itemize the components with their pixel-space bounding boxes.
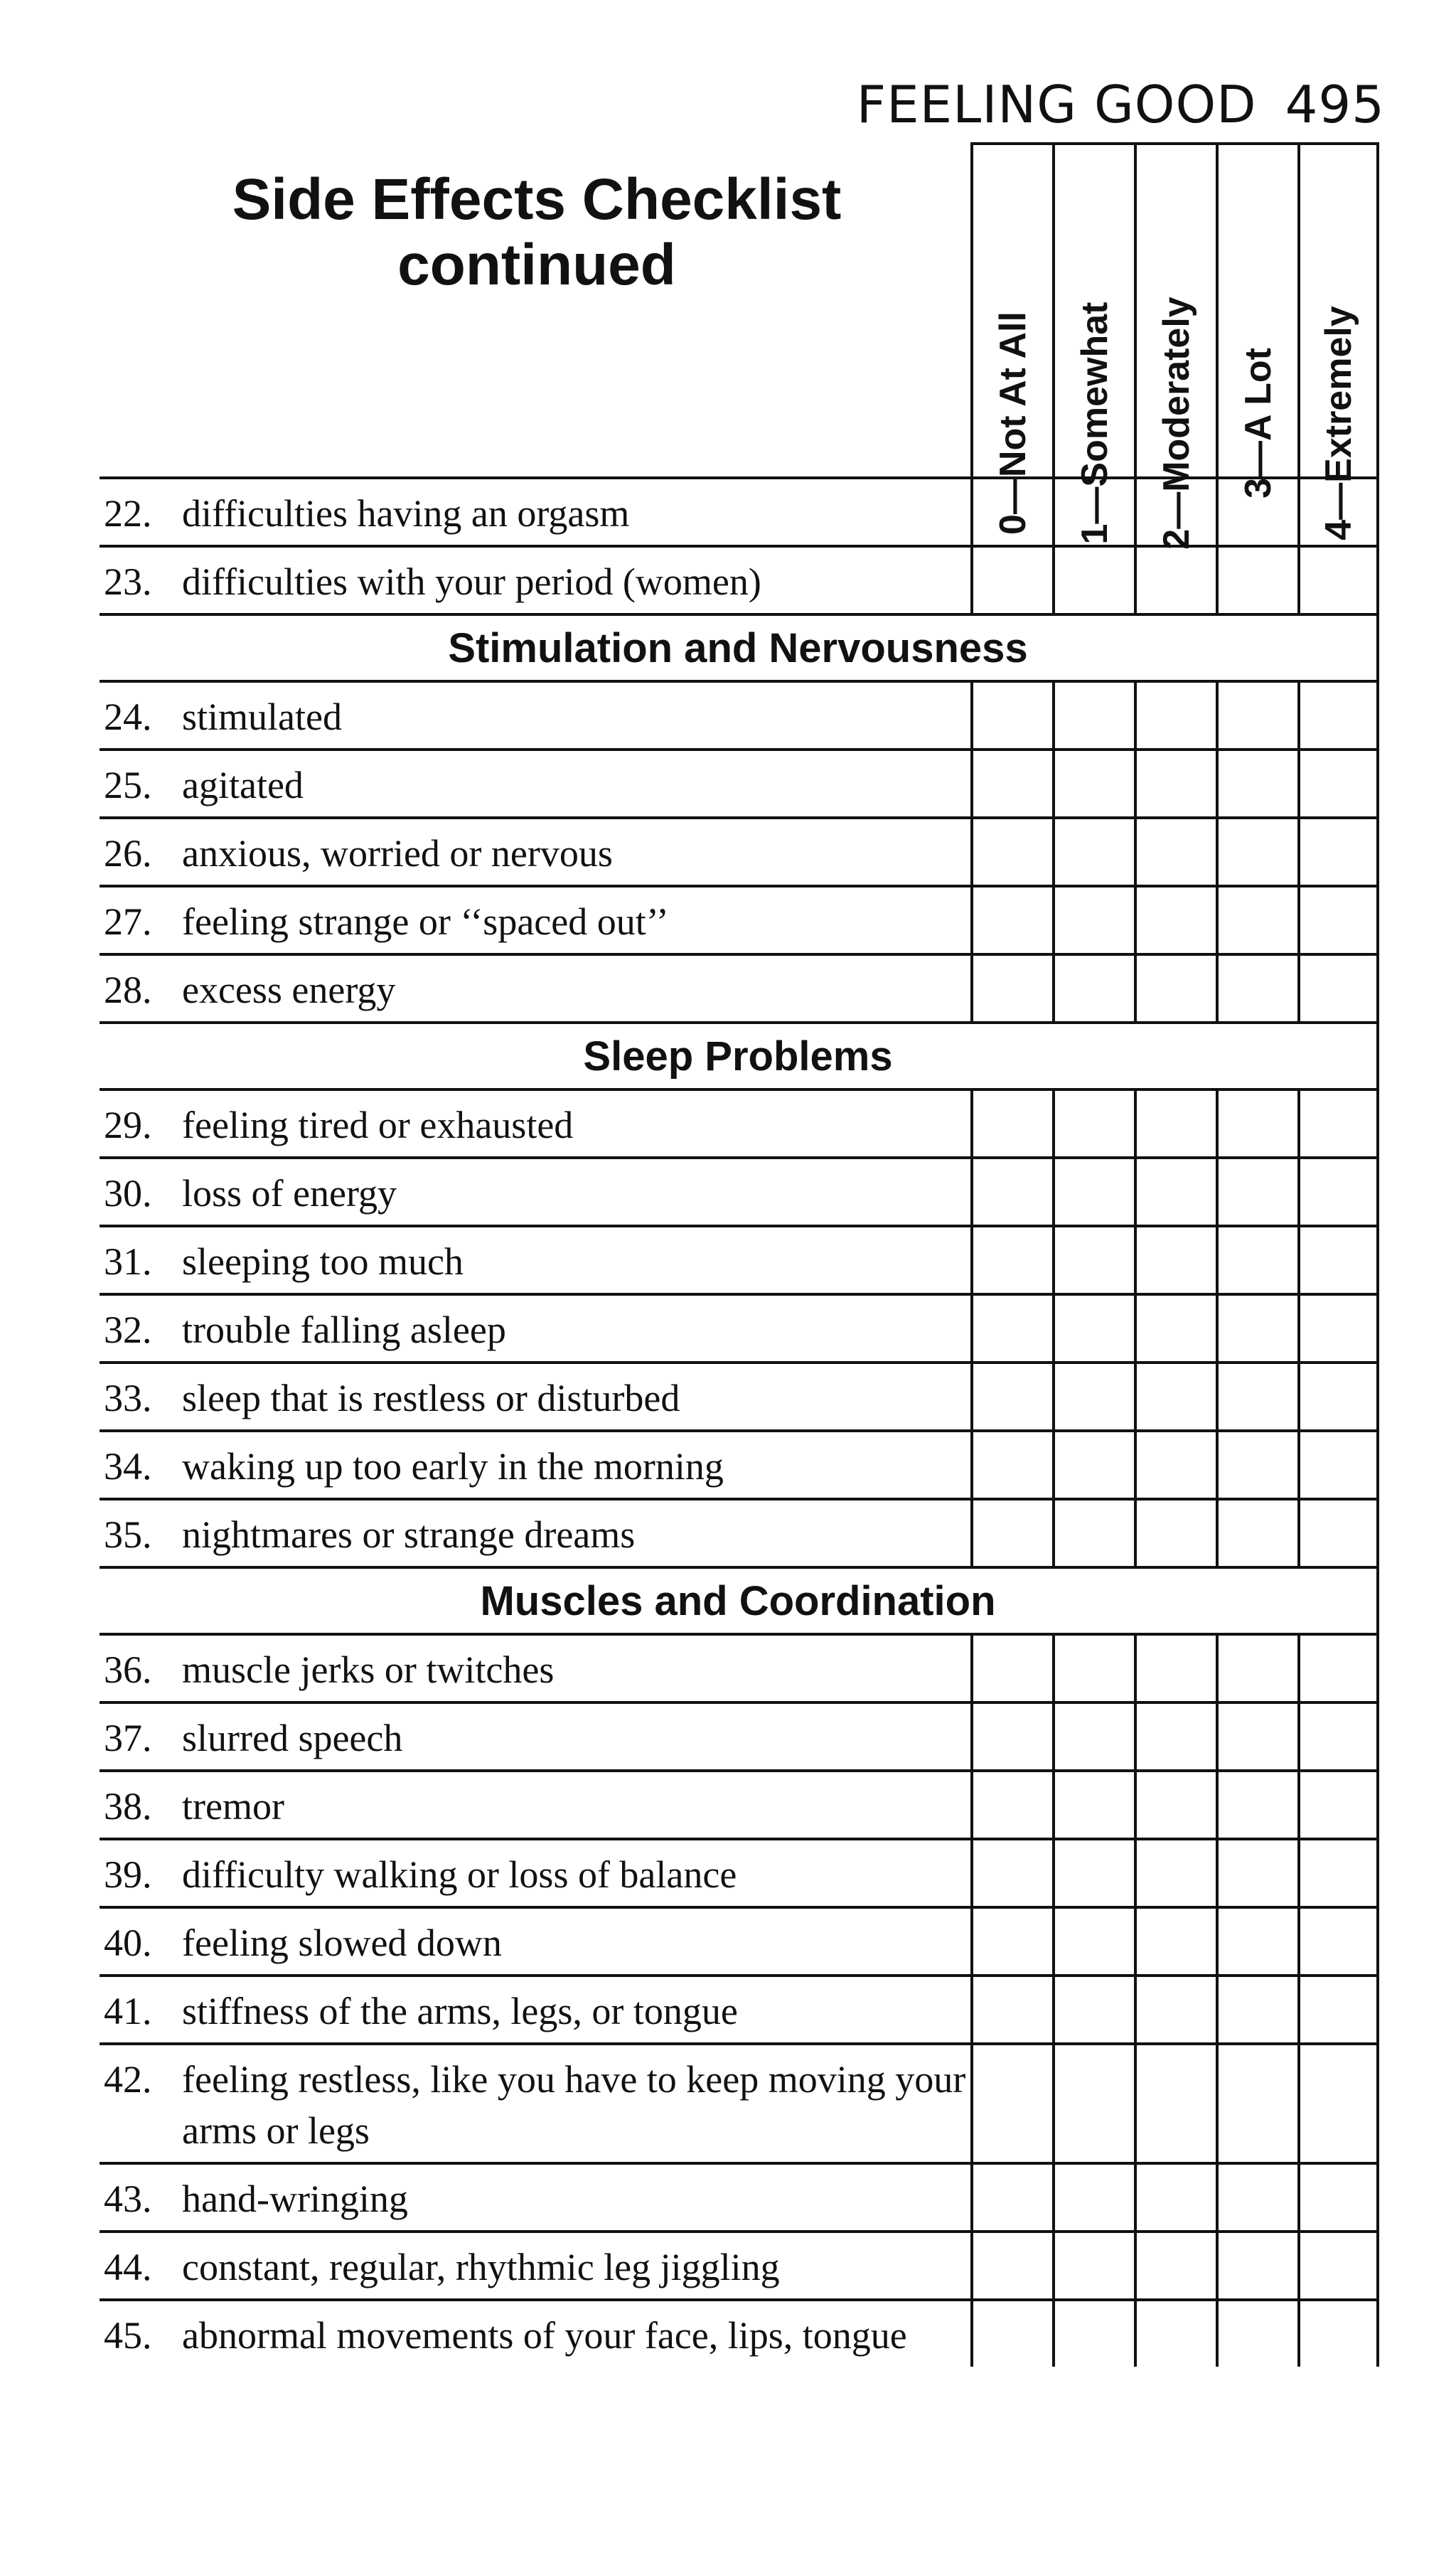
rating-checkbox-cell[interactable] bbox=[970, 1840, 1052, 1906]
rating-checkbox-cell[interactable] bbox=[1134, 1227, 1216, 1293]
rating-checkbox-cell[interactable] bbox=[1134, 1091, 1216, 1156]
item-label bbox=[100, 1501, 970, 1566]
item-label bbox=[100, 1159, 970, 1225]
rating-checkbox-cell[interactable] bbox=[1052, 2301, 1134, 2367]
checklist-row bbox=[100, 1159, 1379, 1227]
item-text: slurred speech bbox=[182, 1717, 403, 1759]
rating-checkbox-cell[interactable] bbox=[1134, 1636, 1216, 1701]
rating-column-header bbox=[970, 145, 1052, 535]
checklist-row bbox=[100, 1977, 1379, 2045]
rating-checkbox-cell[interactable] bbox=[970, 1772, 1052, 1838]
rating-column-label: 2—Moderately bbox=[1155, 297, 1197, 550]
rating-checkbox-cell[interactable] bbox=[1052, 1296, 1134, 1361]
rating-checkbox-cell[interactable] bbox=[970, 479, 1052, 545]
rating-checkbox-cell[interactable] bbox=[970, 956, 1052, 1021]
rating-cells bbox=[970, 2301, 1379, 2367]
rating-checkbox-cell[interactable] bbox=[1297, 1704, 1379, 1769]
rating-checkbox-cell[interactable] bbox=[970, 1636, 1052, 1701]
checklist-row bbox=[100, 479, 1379, 548]
running-head bbox=[857, 75, 1385, 134]
item-text: agitated bbox=[182, 764, 304, 806]
rating-checkbox-cell[interactable] bbox=[970, 1227, 1052, 1293]
rating-checkbox-cell[interactable] bbox=[1134, 1501, 1216, 1566]
checklist-row bbox=[100, 1091, 1379, 1159]
rating-checkbox-cell[interactable] bbox=[1216, 2045, 1297, 2162]
item-text: sleeping too much bbox=[182, 1240, 464, 1283]
item-text: sleep that is restless or disturbed bbox=[182, 1377, 680, 1419]
rating-checkbox-cell[interactable] bbox=[1297, 1501, 1379, 1566]
rating-cells bbox=[970, 1909, 1379, 1974]
item-number: 29. bbox=[104, 1104, 152, 1146]
checklist-row bbox=[100, 888, 1379, 956]
rating-cells bbox=[970, 2165, 1379, 2230]
rating-scale-header bbox=[970, 142, 1379, 550]
item-text: feeling strange or ‘‘spaced out’’ bbox=[182, 900, 669, 943]
item-number: 35. bbox=[104, 1513, 152, 1556]
rating-checkbox-cell[interactable] bbox=[1297, 1909, 1379, 1974]
rating-cells bbox=[970, 1364, 1379, 1429]
rating-checkbox-cell[interactable] bbox=[1134, 888, 1216, 953]
rating-checkbox-cell[interactable] bbox=[970, 751, 1052, 816]
item-number: 27. bbox=[104, 900, 152, 943]
rating-cells bbox=[970, 1977, 1379, 2042]
rating-checkbox-cell[interactable] bbox=[1297, 2165, 1379, 2230]
rating-checkbox-cell[interactable] bbox=[1216, 819, 1297, 885]
item-text: difficulty walking or loss of balance bbox=[182, 1853, 737, 1896]
item-text: loss of energy bbox=[182, 1172, 397, 1215]
rating-checkbox-cell[interactable] bbox=[1134, 1977, 1216, 2042]
rating-checkbox-cell[interactable] bbox=[1216, 1227, 1297, 1293]
checklist-row bbox=[100, 1840, 1379, 1909]
rating-checkbox-cell[interactable] bbox=[970, 1501, 1052, 1566]
rating-checkbox-cell[interactable] bbox=[1216, 1159, 1297, 1225]
rating-checkbox-cell[interactable] bbox=[1297, 1364, 1379, 1429]
item-text: tremor bbox=[182, 1785, 284, 1828]
rating-cells bbox=[970, 819, 1379, 885]
rating-cells bbox=[970, 548, 1379, 613]
rating-cells bbox=[970, 1636, 1379, 1701]
rating-cells bbox=[970, 1772, 1379, 1838]
rating-checkbox-cell[interactable] bbox=[1052, 888, 1134, 953]
rating-column-header bbox=[1216, 145, 1297, 499]
item-number: 32. bbox=[104, 1309, 152, 1351]
rating-checkbox-cell[interactable] bbox=[1052, 2045, 1134, 2162]
rating-checkbox-cell[interactable] bbox=[1216, 1636, 1297, 1701]
rating-checkbox-cell[interactable] bbox=[1052, 683, 1134, 748]
rating-checkbox-cell[interactable] bbox=[1297, 479, 1379, 545]
section-heading: Stimulation and Nervousness bbox=[100, 616, 1379, 683]
checklist-row bbox=[100, 1364, 1379, 1432]
checklist-row bbox=[100, 1909, 1379, 1977]
item-label bbox=[100, 1909, 970, 1974]
checklist-row bbox=[100, 2045, 1379, 2165]
rating-column-label: 4—Extremely bbox=[1317, 306, 1359, 540]
rating-checkbox-cell[interactable] bbox=[1216, 1091, 1297, 1156]
item-label bbox=[100, 956, 970, 1021]
rating-checkbox-cell[interactable] bbox=[970, 548, 1052, 613]
item-number: 23. bbox=[104, 560, 152, 603]
item-text: hand-wringing bbox=[182, 2178, 408, 2220]
rating-checkbox-cell[interactable] bbox=[970, 2045, 1052, 2162]
rating-checkbox-cell[interactable] bbox=[1297, 1159, 1379, 1225]
rating-checkbox-cell[interactable] bbox=[970, 1364, 1052, 1429]
rating-cells bbox=[970, 956, 1379, 1021]
checklist-row bbox=[100, 548, 1379, 616]
rating-checkbox-cell[interactable] bbox=[970, 1432, 1052, 1498]
rating-checkbox-cell[interactable] bbox=[970, 888, 1052, 953]
checklist-row bbox=[100, 2165, 1379, 2233]
rating-cells bbox=[970, 479, 1379, 545]
rating-checkbox-cell[interactable] bbox=[1216, 888, 1297, 953]
item-text: difficulties having an orgasm bbox=[182, 492, 630, 535]
checklist-row bbox=[100, 1501, 1379, 1569]
rating-column-header bbox=[1134, 145, 1216, 550]
item-label bbox=[100, 1840, 970, 1906]
checklist-row bbox=[100, 1227, 1379, 1296]
rating-checkbox-cell[interactable] bbox=[1216, 2301, 1297, 2367]
rating-checkbox-cell[interactable] bbox=[1134, 1159, 1216, 1225]
rating-checkbox-cell[interactable] bbox=[1052, 1840, 1134, 1906]
rating-checkbox-cell[interactable] bbox=[1052, 1704, 1134, 1769]
item-label bbox=[100, 1296, 970, 1361]
rating-checkbox-cell[interactable] bbox=[970, 1909, 1052, 1974]
page-title-line-1: Side Effects Checklist bbox=[232, 167, 842, 232]
rating-checkbox-cell[interactable] bbox=[1134, 751, 1216, 816]
rating-checkbox-cell[interactable] bbox=[1297, 751, 1379, 816]
checklist-row bbox=[100, 683, 1379, 751]
checklist-row bbox=[100, 1772, 1379, 1840]
checklist-row bbox=[100, 2233, 1379, 2301]
rating-checkbox-cell[interactable] bbox=[1134, 1772, 1216, 1838]
item-number: 26. bbox=[104, 832, 152, 875]
rating-checkbox-cell[interactable] bbox=[1134, 2301, 1216, 2367]
rating-checkbox-cell[interactable] bbox=[1134, 683, 1216, 748]
rating-cells bbox=[970, 1159, 1379, 1225]
rating-checkbox-cell[interactable] bbox=[1297, 2045, 1379, 2162]
rating-checkbox-cell[interactable] bbox=[1297, 956, 1379, 1021]
rating-cells bbox=[970, 1704, 1379, 1769]
item-text: nightmares or strange dreams bbox=[182, 1513, 636, 1556]
rating-checkbox-cell[interactable] bbox=[1297, 548, 1379, 613]
rating-checkbox-cell[interactable] bbox=[1052, 1501, 1134, 1566]
item-number: 38. bbox=[104, 1785, 152, 1828]
rating-checkbox-cell[interactable] bbox=[970, 2301, 1052, 2367]
rating-checkbox-cell[interactable] bbox=[1134, 1909, 1216, 1974]
rating-checkbox-cell[interactable] bbox=[1134, 2165, 1216, 2230]
rating-checkbox-cell[interactable] bbox=[970, 1977, 1052, 2042]
rating-checkbox-cell[interactable] bbox=[1297, 1636, 1379, 1701]
item-label bbox=[100, 683, 970, 748]
item-number: 36. bbox=[104, 1648, 152, 1691]
rating-checkbox-cell[interactable] bbox=[1134, 1364, 1216, 1429]
rating-checkbox-cell[interactable] bbox=[1216, 1501, 1297, 1566]
page-title-line-2: continued bbox=[397, 233, 676, 297]
rating-checkbox-cell[interactable] bbox=[1297, 819, 1379, 885]
rating-checkbox-cell[interactable] bbox=[1052, 956, 1134, 1021]
item-text: feeling tired or exhausted bbox=[182, 1104, 574, 1146]
item-number: 33. bbox=[104, 1377, 152, 1419]
rating-checkbox-cell[interactable] bbox=[1052, 1977, 1134, 2042]
rating-checkbox-cell[interactable] bbox=[1216, 683, 1297, 748]
rating-checkbox-cell[interactable] bbox=[1216, 1909, 1297, 1974]
item-number: 43. bbox=[104, 2178, 152, 2220]
rating-checkbox-cell[interactable] bbox=[1297, 683, 1379, 748]
rating-checkbox-cell[interactable] bbox=[1052, 751, 1134, 816]
item-label bbox=[100, 548, 970, 613]
rating-checkbox-cell[interactable] bbox=[1297, 1772, 1379, 1838]
rating-checkbox-cell[interactable] bbox=[1134, 819, 1216, 885]
rating-checkbox-cell[interactable] bbox=[1134, 1432, 1216, 1498]
running-head-title: FEELING GOOD bbox=[856, 75, 1257, 134]
item-label bbox=[100, 888, 970, 953]
rating-column-header bbox=[1297, 145, 1379, 540]
rating-checkbox-cell[interactable] bbox=[1134, 2045, 1216, 2162]
rating-column-label: 3—A Lot bbox=[1237, 348, 1279, 499]
item-number: 34. bbox=[104, 1445, 152, 1488]
item-label bbox=[100, 1364, 970, 1429]
checklist-row bbox=[100, 751, 1379, 819]
rating-cells bbox=[970, 888, 1379, 953]
rating-checkbox-cell[interactable] bbox=[1216, 751, 1297, 816]
rating-checkbox-cell[interactable] bbox=[1052, 1159, 1134, 1225]
item-text: difficulties with your period (women) bbox=[182, 560, 761, 603]
item-number: 22. bbox=[104, 492, 152, 535]
rating-checkbox-cell[interactable] bbox=[1216, 1772, 1297, 1838]
rating-checkbox-cell[interactable] bbox=[1297, 1432, 1379, 1498]
rating-column-label: 1—Somewhat bbox=[1074, 302, 1115, 545]
rating-checkbox-cell[interactable] bbox=[970, 819, 1052, 885]
rating-checkbox-cell[interactable] bbox=[1052, 1636, 1134, 1701]
item-number: 30. bbox=[104, 1172, 152, 1215]
rating-checkbox-cell[interactable] bbox=[1297, 1977, 1379, 2042]
item-text: feeling restless, like you have to keep moving your arms or legs bbox=[182, 2058, 966, 2152]
rating-checkbox-cell[interactable] bbox=[970, 1159, 1052, 1225]
rating-checkbox-cell[interactable] bbox=[1216, 2233, 1297, 2298]
rating-checkbox-cell[interactable] bbox=[1052, 479, 1134, 545]
rating-checkbox-cell[interactable] bbox=[1134, 956, 1216, 1021]
rating-cells bbox=[970, 2045, 1379, 2162]
item-text: waking up too early in the morning bbox=[182, 1445, 724, 1488]
rating-checkbox-cell[interactable] bbox=[1052, 548, 1134, 613]
rating-checkbox-cell[interactable] bbox=[970, 2165, 1052, 2230]
page-title bbox=[100, 167, 974, 298]
checklist-row bbox=[100, 1636, 1379, 1704]
item-number: 40. bbox=[104, 1922, 152, 1964]
item-label bbox=[100, 1091, 970, 1156]
rating-checkbox-cell[interactable] bbox=[970, 1296, 1052, 1361]
rating-cells bbox=[970, 751, 1379, 816]
rating-checkbox-cell[interactable] bbox=[1216, 2165, 1297, 2230]
rating-checkbox-cell[interactable] bbox=[1216, 956, 1297, 1021]
rating-checkbox-cell[interactable] bbox=[1052, 1364, 1134, 1429]
rating-checkbox-cell[interactable] bbox=[1052, 819, 1134, 885]
rating-checkbox-cell[interactable] bbox=[1297, 2233, 1379, 2298]
item-text: anxious, worried or nervous bbox=[182, 832, 613, 875]
checklist-row bbox=[100, 1432, 1379, 1501]
checklist-row bbox=[100, 956, 1379, 1024]
item-text: excess energy bbox=[182, 969, 396, 1011]
item-label bbox=[100, 479, 970, 545]
rating-checkbox-cell[interactable] bbox=[1216, 548, 1297, 613]
item-label bbox=[100, 2165, 970, 2230]
item-text: muscle jerks or twitches bbox=[182, 1648, 555, 1691]
rating-checkbox-cell[interactable] bbox=[1052, 2233, 1134, 2298]
item-number: 45. bbox=[104, 2314, 152, 2357]
rating-checkbox-cell[interactable] bbox=[1134, 479, 1216, 545]
item-number: 28. bbox=[104, 969, 152, 1011]
rating-checkbox-cell[interactable] bbox=[1216, 1432, 1297, 1498]
item-label bbox=[100, 1977, 970, 2042]
rating-checkbox-cell[interactable] bbox=[1297, 2301, 1379, 2367]
rating-checkbox-cell[interactable] bbox=[1216, 1977, 1297, 2042]
rating-cells bbox=[970, 1432, 1379, 1498]
rating-checkbox-cell[interactable] bbox=[1297, 1091, 1379, 1156]
rating-checkbox-cell[interactable] bbox=[1134, 2233, 1216, 2298]
page-number: 495 bbox=[1285, 75, 1385, 134]
item-label bbox=[100, 1704, 970, 1769]
rating-cells bbox=[970, 1296, 1379, 1361]
item-text: stiffness of the arms, legs, or tongue bbox=[182, 1990, 738, 2032]
item-number: 44. bbox=[104, 2246, 152, 2288]
rating-column-label: 0—Not At All bbox=[992, 311, 1034, 535]
rating-checkbox-cell[interactable] bbox=[970, 683, 1052, 748]
checklist-table bbox=[100, 476, 1379, 2367]
item-label bbox=[100, 819, 970, 885]
rating-checkbox-cell[interactable] bbox=[1216, 479, 1297, 545]
item-text: trouble falling asleep bbox=[182, 1309, 506, 1351]
rating-checkbox-cell[interactable] bbox=[1052, 2165, 1134, 2230]
rating-checkbox-cell[interactable] bbox=[1052, 1432, 1134, 1498]
rating-checkbox-cell[interactable] bbox=[1134, 1704, 1216, 1769]
item-number: 25. bbox=[104, 764, 152, 806]
section-heading: Muscles and Coordination bbox=[100, 1569, 1379, 1636]
item-label bbox=[100, 751, 970, 816]
rating-checkbox-cell[interactable] bbox=[1297, 1296, 1379, 1361]
rating-checkbox-cell[interactable] bbox=[1134, 1840, 1216, 1906]
rating-column-header bbox=[1052, 145, 1134, 545]
rating-checkbox-cell[interactable] bbox=[1297, 888, 1379, 953]
rating-cells bbox=[970, 1227, 1379, 1293]
rating-checkbox-cell[interactable] bbox=[1052, 1909, 1134, 1974]
item-text: abnormal movements of your face, lips, tongue bbox=[182, 2314, 907, 2357]
item-number: 42. bbox=[104, 2058, 152, 2101]
rating-cells bbox=[970, 683, 1379, 748]
rating-checkbox-cell[interactable] bbox=[970, 1091, 1052, 1156]
item-label bbox=[100, 1227, 970, 1293]
item-text: stimulated bbox=[182, 695, 342, 738]
rating-checkbox-cell[interactable] bbox=[1216, 1296, 1297, 1361]
rating-checkbox-cell[interactable] bbox=[1052, 1091, 1134, 1156]
rating-cells bbox=[970, 1091, 1379, 1156]
item-text: feeling slowed down bbox=[182, 1922, 502, 1964]
rating-checkbox-cell[interactable] bbox=[1216, 1840, 1297, 1906]
item-text: constant, regular, rhythmic leg jiggling bbox=[182, 2246, 780, 2288]
checklist-row bbox=[100, 819, 1379, 888]
rating-cells bbox=[970, 2233, 1379, 2298]
item-label bbox=[100, 1772, 970, 1838]
item-number: 37. bbox=[104, 1717, 152, 1759]
item-label bbox=[100, 2233, 970, 2298]
rating-checkbox-cell[interactable] bbox=[970, 1704, 1052, 1769]
rating-cells bbox=[970, 1501, 1379, 1566]
rating-checkbox-cell[interactable] bbox=[970, 2233, 1052, 2298]
rating-checkbox-cell[interactable] bbox=[1052, 1227, 1134, 1293]
rating-checkbox-cell[interactable] bbox=[1297, 1840, 1379, 1906]
section-heading: Sleep Problems bbox=[100, 1024, 1379, 1091]
item-number: 39. bbox=[104, 1853, 152, 1896]
item-number: 24. bbox=[104, 695, 152, 738]
rating-checkbox-cell[interactable] bbox=[1134, 548, 1216, 613]
rating-checkbox-cell[interactable] bbox=[1052, 1772, 1134, 1838]
item-label bbox=[100, 2045, 970, 2162]
rating-cells bbox=[970, 1840, 1379, 1906]
item-number: 41. bbox=[104, 1990, 152, 2032]
item-label bbox=[100, 2301, 970, 2367]
rating-checkbox-cell[interactable] bbox=[1297, 1227, 1379, 1293]
rating-checkbox-cell[interactable] bbox=[1134, 1296, 1216, 1361]
item-label bbox=[100, 1432, 970, 1498]
rating-checkbox-cell[interactable] bbox=[1216, 1704, 1297, 1769]
checklist-row bbox=[100, 1296, 1379, 1364]
checklist-row bbox=[100, 2301, 1379, 2367]
item-number: 31. bbox=[104, 1240, 152, 1283]
rating-checkbox-cell[interactable] bbox=[1216, 1364, 1297, 1429]
checklist-row bbox=[100, 1704, 1379, 1772]
item-label bbox=[100, 1636, 970, 1701]
